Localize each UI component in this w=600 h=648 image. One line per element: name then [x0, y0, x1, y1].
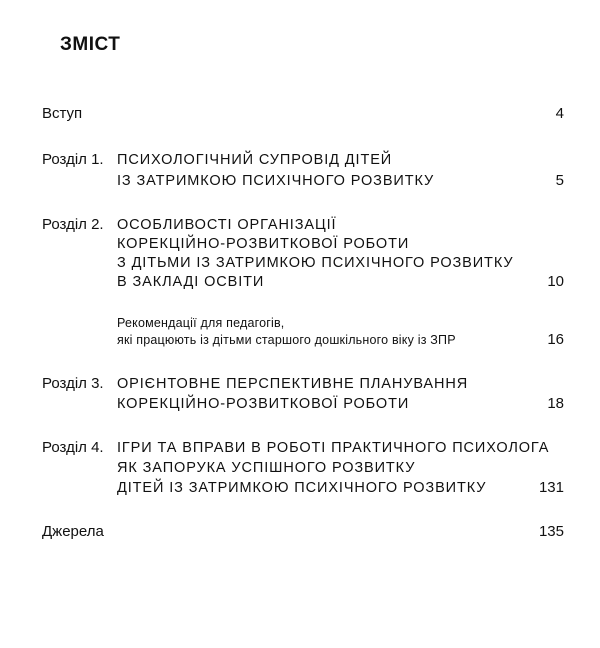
toc-ch2-page: 10: [547, 273, 564, 290]
toc-ch2-title-line: В ЗАКЛАДІ ОСВІТИ: [117, 274, 265, 290]
toc-sources-page: 135: [538, 523, 564, 540]
toc-ch4-title-line: ДІТЕЙ ІЗ ЗАТРИМКОЮ ПСИХІЧНОГО РОЗВИТКУ: [117, 480, 487, 496]
toc-ch2-number: Розділ 2.: [42, 216, 104, 233]
toc-ch1-page: 5: [555, 172, 564, 189]
toc-intro-label: Вступ: [42, 105, 83, 122]
toc-ch4-page: 131: [538, 479, 564, 496]
toc-ch3-number: Розділ 3.: [42, 375, 104, 392]
toc-intro-page: 4: [555, 105, 564, 122]
toc-ch2-title-line: ОСОБЛИВОСТІ ОРГАНІЗАЦІЇ: [117, 217, 337, 233]
toc-ch4-title-line: ІГРИ ТА ВПРАВИ В РОБОТІ ПРАКТИЧНОГО ПСИХОЛОГА: [117, 440, 550, 456]
toc-recs-line: які працюють із дітьми старшого дошкільного віку із ЗПР: [117, 333, 456, 347]
toc-ch4-title-line: ЯК ЗАПОРУКА УСПІШНОГО РОЗВИТКУ: [117, 460, 416, 476]
toc-ch3-title-line: КОРЕКЦІЙНО-РОЗВИТКОВОЇ РОБОТИ: [117, 396, 410, 412]
toc-ch4-number: Розділ 4.: [42, 439, 104, 456]
toc-ch3-title-line: ОРІЄНТОВНЕ ПЕРСПЕКТИВНЕ ПЛАНУВАННЯ: [117, 376, 469, 392]
toc-ch1-title-line: ІЗ ЗАТРИМКОЮ ПСИХІЧНОГО РОЗВИТКУ: [117, 173, 435, 189]
toc-ch1-number: Розділ 1.: [42, 151, 104, 168]
toc-ch3-page: 18: [547, 395, 564, 412]
page-title: ЗМІСТ: [60, 34, 121, 55]
toc-recs-line: Рекомендації для педагогів,: [117, 316, 285, 330]
toc-ch2-title-line: З ДІТЬМИ ІЗ ЗАТРИМКОЮ ПСИХІЧНОГО РОЗВИТКУ: [117, 255, 514, 271]
toc-recs-page: 16: [547, 331, 564, 348]
toc-ch1-title-line: ПСИХОЛОГІЧНИЙ СУПРОВІД ДІТЕЙ: [117, 152, 393, 168]
toc-ch2-title-line: КОРЕКЦІЙНО-РОЗВИТКОВОЇ РОБОТИ: [117, 236, 410, 252]
toc-sources-label: Джерела: [42, 523, 104, 540]
